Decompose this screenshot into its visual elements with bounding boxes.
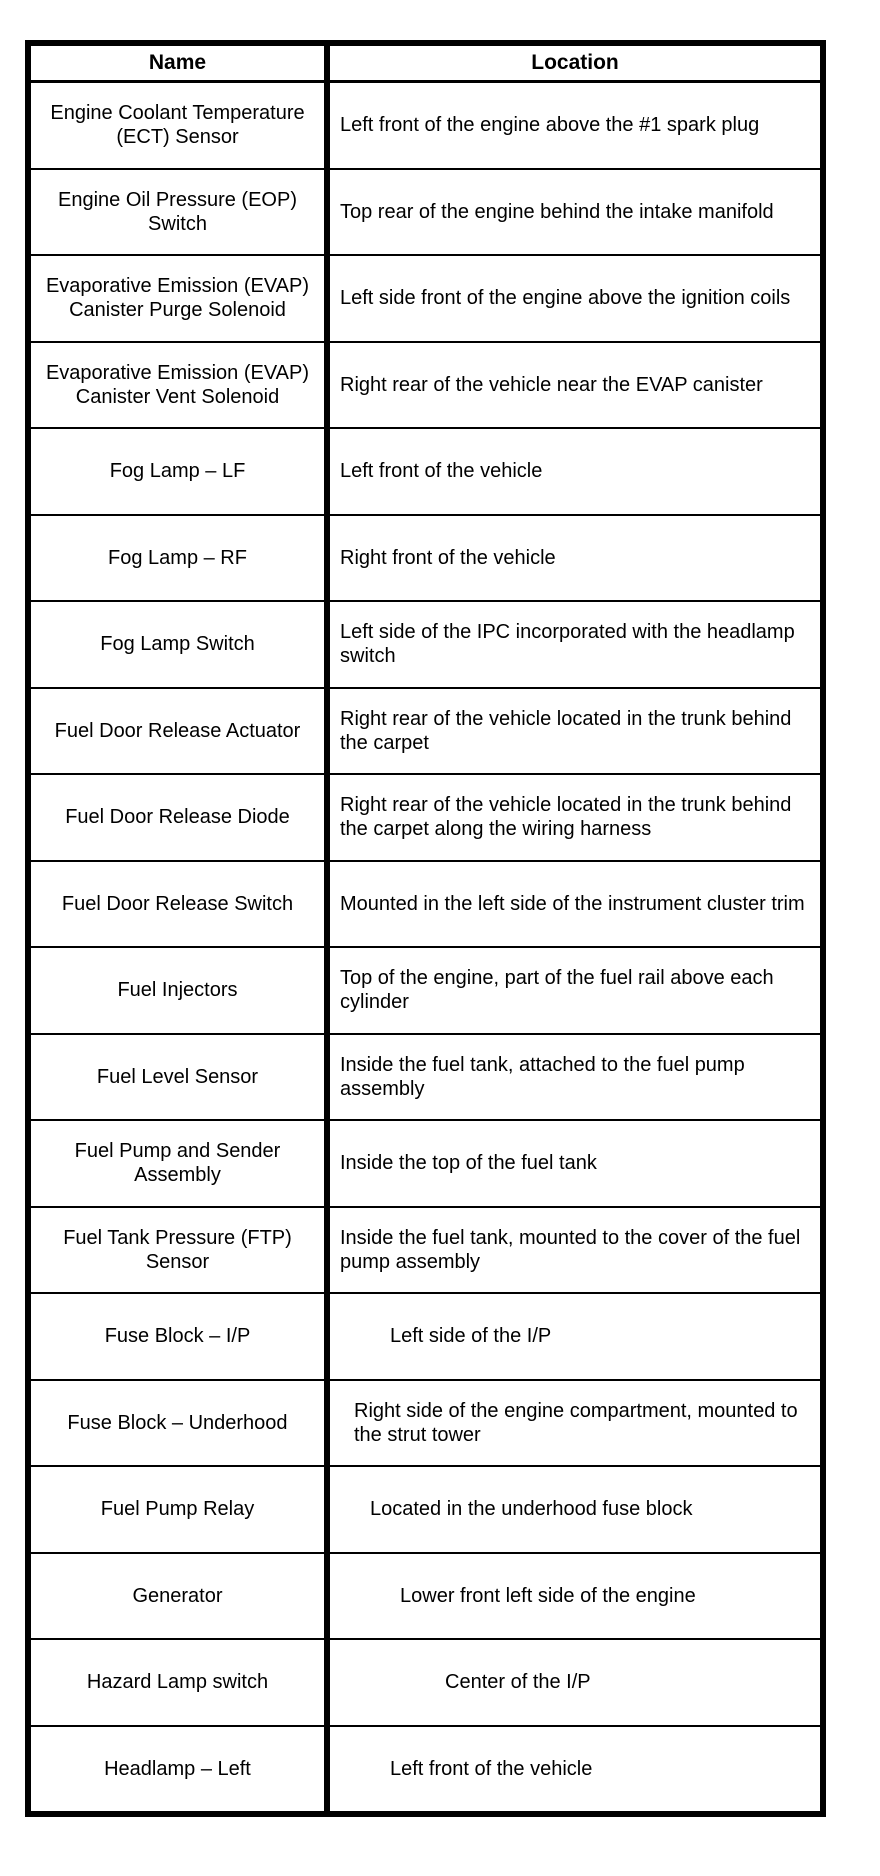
component-name-cell: Fuel Pump and Sender Assembly (28, 1120, 327, 1207)
component-location-cell: Left side front of the engine above the ignition coils (327, 255, 823, 342)
table-row (28, 947, 823, 1034)
table-row (28, 1034, 823, 1121)
table-row (28, 601, 823, 688)
component-name-cell: Engine Coolant Temperature (ECT) Sensor (28, 82, 327, 169)
table-row (28, 1466, 823, 1553)
component-location-cell: Lower front left side of the engine (327, 1553, 823, 1640)
component-location-cell: Right rear of the vehicle located in the trunk behind the carpet (327, 688, 823, 775)
component-location-cell: Mounted in the left side of the instrument cluster trim (327, 861, 823, 948)
component-name-cell: Fuse Block – Underhood (28, 1380, 327, 1467)
location-column-header: Location (327, 43, 823, 82)
component-name-cell: Engine Oil Pressure (EOP) Switch (28, 169, 327, 256)
component-name-cell: Fuel Tank Pressure (FTP) Sensor (28, 1207, 327, 1294)
component-location-cell: Inside the top of the fuel tank (327, 1120, 823, 1207)
component-name-cell: Generator (28, 1553, 327, 1640)
component-name-cell: Fuel Door Release Switch (28, 861, 327, 948)
component-name-cell: Fuel Pump Relay (28, 1466, 327, 1553)
name-column-header: Name (28, 43, 327, 82)
component-location-cell: Left front of the vehicle (327, 428, 823, 515)
component-location-cell: Center of the I/P (327, 1639, 823, 1726)
table-row (28, 1639, 823, 1726)
component-name-cell: Evaporative Emission (EVAP) Canister Purge Solenoid (28, 255, 327, 342)
component-location-cell: Inside the fuel tank, mounted to the cover of the fuel pump assembly (327, 1207, 823, 1294)
component-location-table (25, 40, 826, 1817)
component-location-cell: Left side of the IPC incorporated with the headlamp switch (327, 601, 823, 688)
component-name-cell: Headlamp – Left (28, 1726, 327, 1815)
table-row (28, 1120, 823, 1207)
table-row (28, 1380, 823, 1467)
component-name-cell: Fog Lamp – RF (28, 515, 327, 602)
component-name-cell: Fuel Door Release Actuator (28, 688, 327, 775)
component-location-cell: Left front of the vehicle (327, 1726, 823, 1815)
table-row (28, 1726, 823, 1815)
component-name-cell: Hazard Lamp switch (28, 1639, 327, 1726)
component-name-cell: Fuse Block – I/P (28, 1293, 327, 1380)
table-row (28, 774, 823, 861)
component-location-cell: Top of the engine, part of the fuel rail above each cylinder (327, 947, 823, 1034)
component-location-cell: Top rear of the engine behind the intake manifold (327, 169, 823, 256)
table-header-row (28, 43, 823, 82)
component-name-cell: Fuel Door Release Diode (28, 774, 327, 861)
component-location-cell: Right rear of the vehicle near the EVAP canister (327, 342, 823, 429)
table-row (28, 255, 823, 342)
table-row (28, 169, 823, 256)
component-name-cell: Fog Lamp Switch (28, 601, 327, 688)
table-row (28, 861, 823, 948)
component-location-cell: Right front of the vehicle (327, 515, 823, 602)
table-row (28, 428, 823, 515)
table-row (28, 688, 823, 775)
component-location-cell: Left front of the engine above the #1 spark plug (327, 82, 823, 169)
component-location-cell: Inside the fuel tank, attached to the fuel pump assembly (327, 1034, 823, 1121)
table-row (28, 342, 823, 429)
table-row (28, 1293, 823, 1380)
component-name-cell: Fuel Level Sensor (28, 1034, 327, 1121)
component-name-cell: Fog Lamp – LF (28, 428, 327, 515)
table-row (28, 515, 823, 602)
component-name-cell: Evaporative Emission (EVAP) Canister Vent Solenoid (28, 342, 327, 429)
table-row (28, 1553, 823, 1640)
component-location-cell: Left side of the I/P (327, 1293, 823, 1380)
component-location-cell: Located in the underhood fuse block (327, 1466, 823, 1553)
table-row (28, 82, 823, 169)
component-location-cell: Right rear of the vehicle located in the trunk behind the carpet along the wiring harness (327, 774, 823, 861)
table-row (28, 1207, 823, 1294)
component-location-cell: Right side of the engine compartment, mounted to the strut tower (327, 1380, 823, 1467)
component-name-cell: Fuel Injectors (28, 947, 327, 1034)
